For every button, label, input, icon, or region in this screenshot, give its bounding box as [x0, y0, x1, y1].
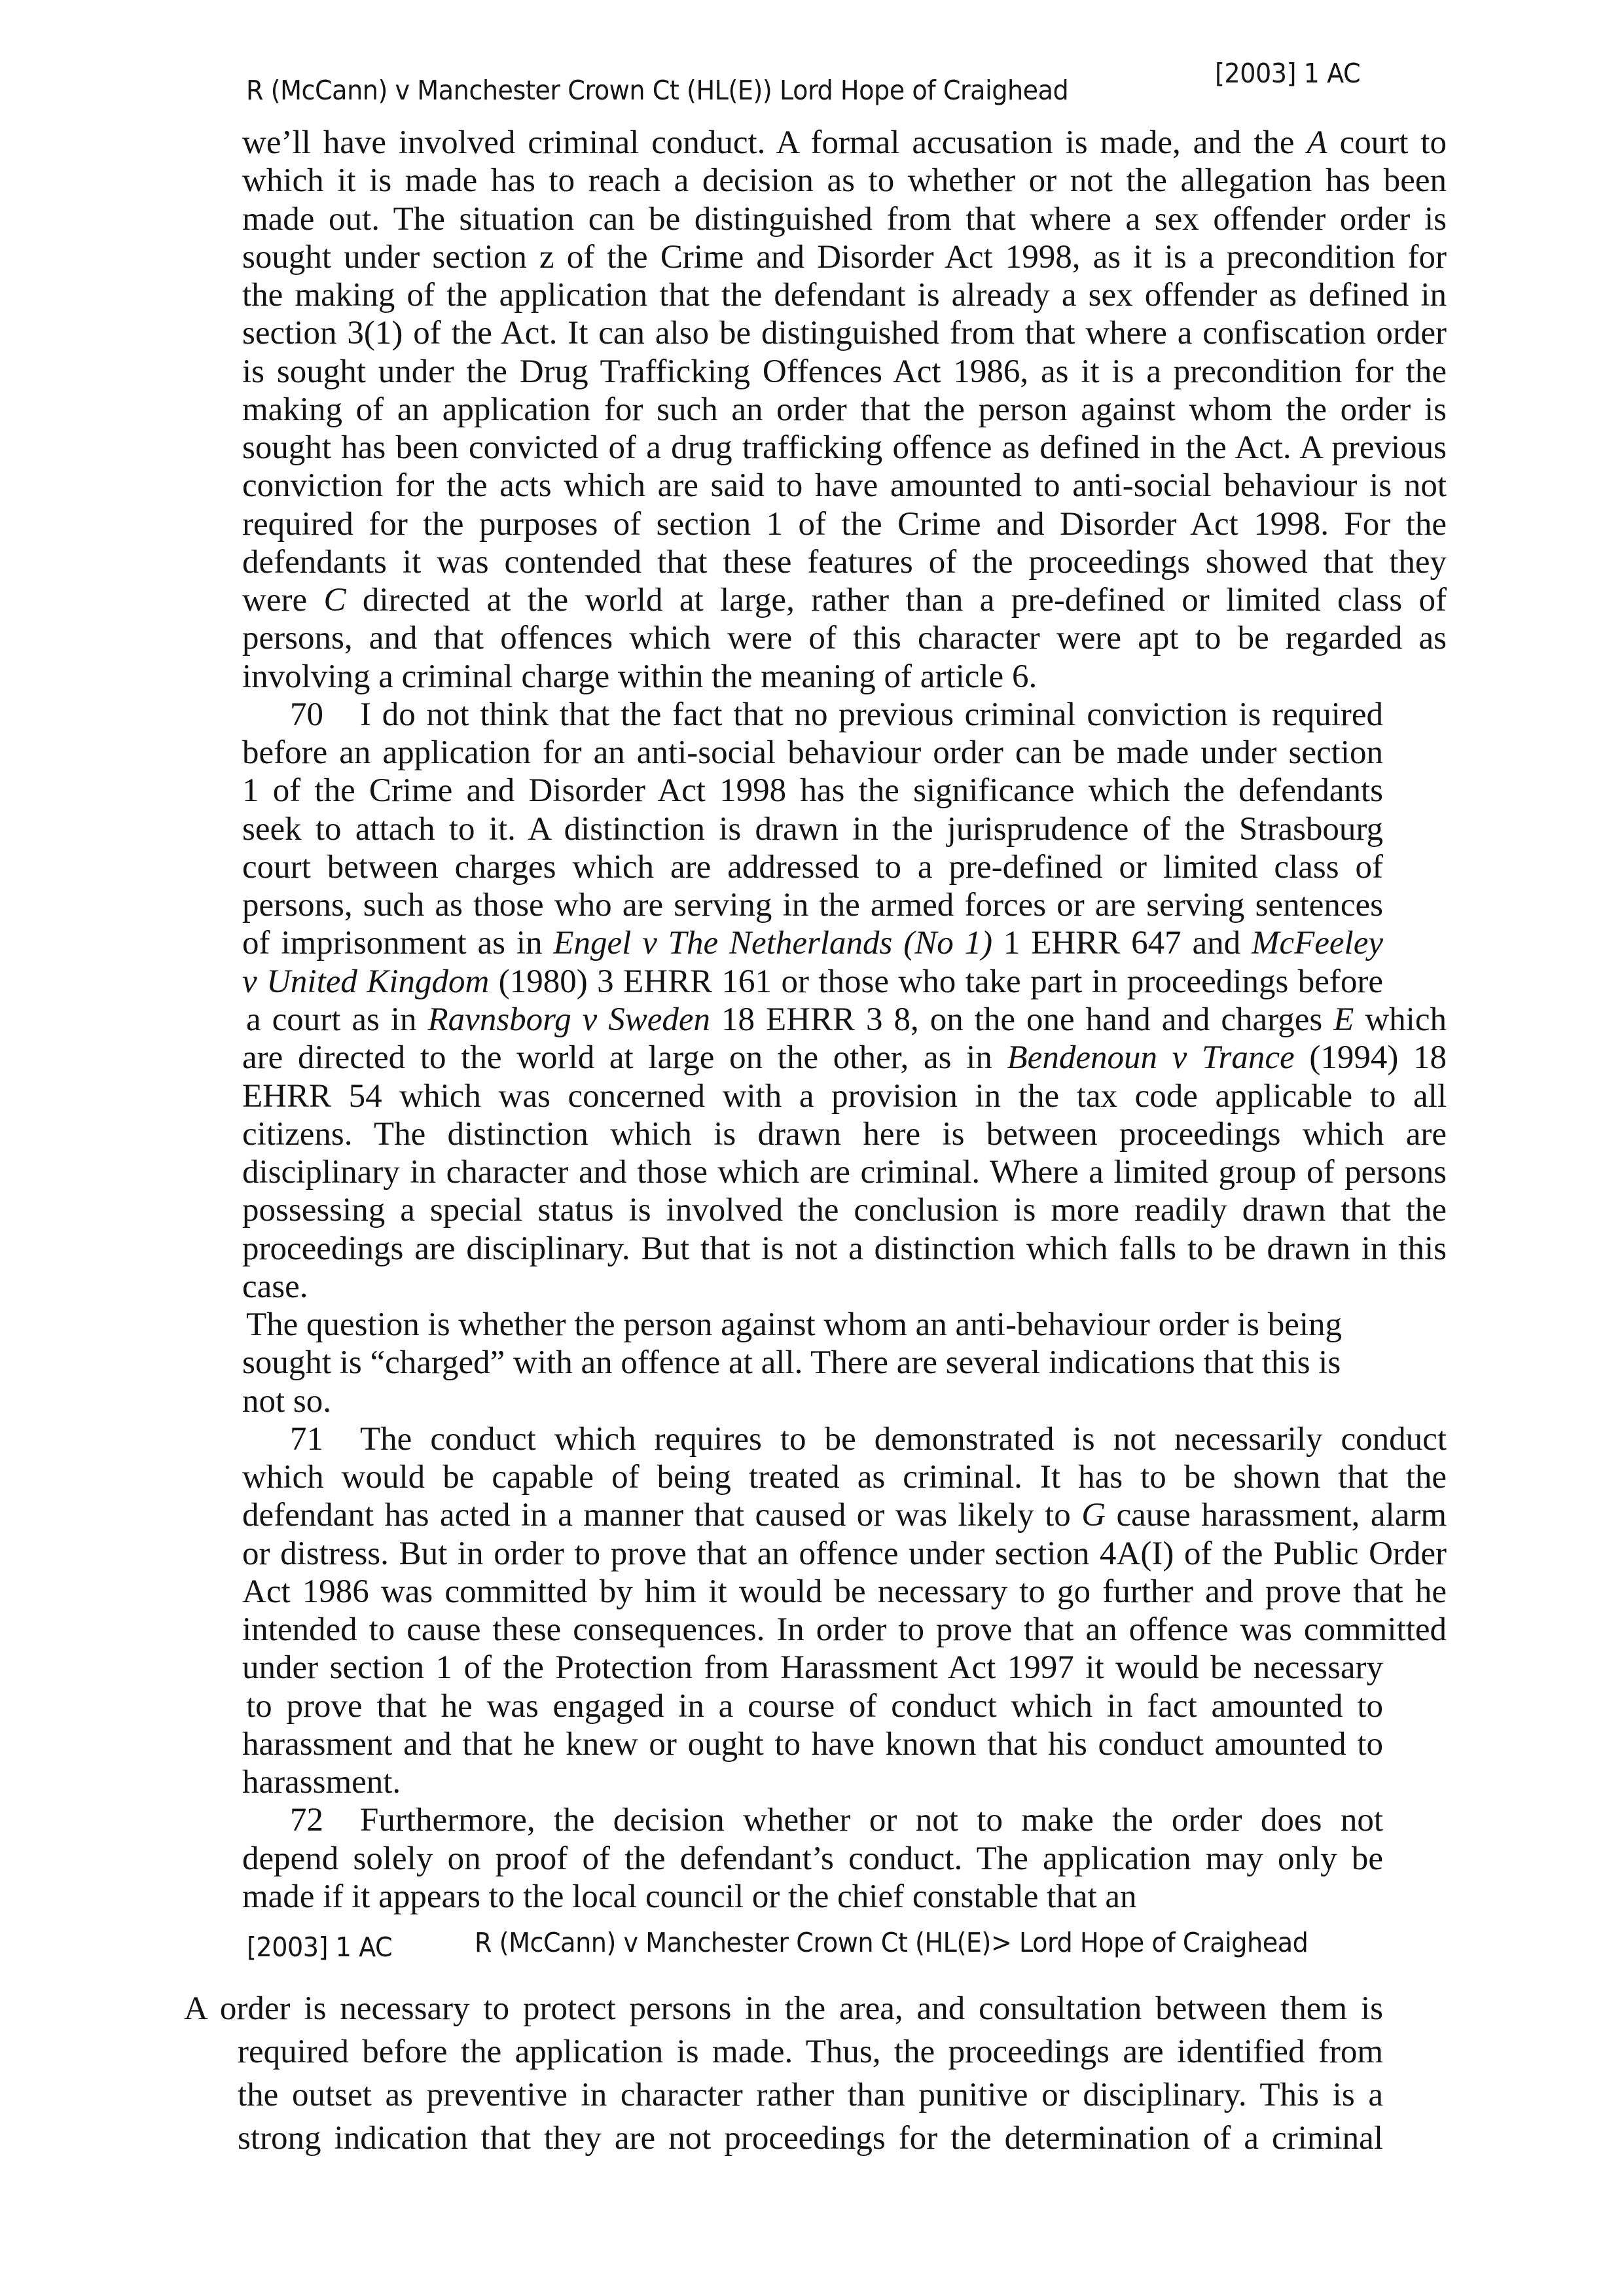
text-line: [242, 1191, 1447, 1229]
text-line: [242, 1458, 1447, 1496]
text-line: [242, 1649, 1383, 1687]
line-text: are directed to the world at large on the other, as in: [242, 1039, 1007, 1077]
text-line: [290, 1801, 1383, 1839]
line-text: 1 of the Crime and Disorder Act 1998 has the significance which the defendants: [242, 772, 1383, 810]
paragraph-number: 71: [290, 1420, 323, 1458]
line-text: The conduct which requires to be demonstrated is not necessarily conduct: [360, 1420, 1447, 1458]
line-text: Act 1986 was committed by him it would be necessary to go further and prove that he: [242, 1573, 1447, 1610]
line-text: conviction for the acts which are said to have amounted to anti-social behaviour is not: [242, 467, 1447, 505]
paragraph-number: 72: [290, 1802, 323, 1839]
text-line: [242, 1382, 1447, 1420]
line-text: made if it appears to the local council or the chief constable that an: [242, 1878, 1137, 1915]
italic-text: G: [1081, 1497, 1106, 1534]
text-line: [242, 848, 1383, 886]
line-text: making of an application for such an order that the person against whom the order is: [242, 391, 1447, 428]
italic-text: Bendenoun v Trance: [1007, 1039, 1295, 1077]
running-header-case-title: R (McCann) v Manchester Crown Ct (HL(E)) Lord Hope of Craighead: [246, 75, 1069, 106]
line-text: sought is “charged” with an offence at all. There are several indications that this is: [242, 1344, 1341, 1382]
text-line: [242, 1344, 1383, 1382]
italic-text: C: [323, 582, 346, 619]
text-line: [242, 1763, 1447, 1801]
running-header-case-title-lower: R (McCann) v Manchester Crown Ct (HL(E)> Lord Hope of Craighead: [475, 1927, 1308, 1958]
italic-text: E: [1333, 1001, 1354, 1038]
line-text: directed at the world at large, rather than a pre-defined or limited class of: [346, 582, 1447, 619]
line-text: The question is whether the person against whom an anti-behaviour order is being: [246, 1306, 1343, 1344]
text-line: [246, 1001, 1447, 1039]
text-line: [242, 1039, 1447, 1077]
line-text: sought under section z of the Crime and Disorder Act 1998, as it is a precondition for: [242, 238, 1447, 276]
line-text: depend solely on proof of the defendant’s conduct. The application may only be: [242, 1840, 1383, 1877]
line-text: persons, and that offences which were of this character were apt to be regarded as: [242, 620, 1447, 657]
paragraph-number: 70: [290, 696, 323, 733]
line-text: strong indication that they are not proceedings for the determination of a criminal: [238, 2120, 1383, 2157]
line-text: (1980) 3 EHRR 161 or those who take part in proceedings before: [489, 963, 1383, 1000]
line-text: required for the purposes of section 1 of the Crime and Disorder Act 1998. For the: [242, 505, 1447, 543]
text-line: [242, 772, 1383, 810]
line-text: EHRR 54 which was concerned with a provision in the tax code applicable to all: [242, 1077, 1447, 1115]
text-line: [242, 658, 1447, 696]
text-line: [242, 1077, 1447, 1115]
text-line: [242, 1268, 1447, 1306]
line-text: proceedings are disciplinary. But that is not a distinction which falls to be drawn in this: [242, 1230, 1447, 1267]
line-text: not so.: [242, 1382, 332, 1420]
line-text: defendants it was contended that these features of the proceedings showed that they: [242, 543, 1447, 581]
text-line: [238, 2076, 1383, 2114]
text-line: [238, 2119, 1383, 2157]
line-text: court between charges which are addressed to a pre-defined or limited class of: [242, 848, 1383, 886]
italic-text: Engel v The Netherlands (No 1): [553, 925, 993, 962]
running-header-citation-lower: [2003] 1 AC: [247, 1931, 393, 1963]
line-text: 1 EHRR 647 and: [992, 925, 1252, 962]
text-line: [242, 314, 1447, 352]
text-line: [242, 238, 1447, 276]
line-text: case.: [242, 1268, 308, 1305]
text-line: [290, 1420, 1447, 1458]
text-line: [242, 734, 1383, 772]
line-text: I do not think that the fact that no previous criminal conviction is required: [360, 696, 1383, 733]
line-text: before an application for an anti-social behaviour order can be made under section: [242, 734, 1383, 772]
text-line: [242, 581, 1447, 619]
text-line: [242, 1535, 1447, 1573]
text-line: [184, 1990, 1383, 2028]
running-header-citation: [2003] 1 AC: [1215, 58, 1361, 89]
text-line: [242, 1611, 1447, 1649]
text-line: [242, 505, 1447, 543]
line-text: which it is made has to reach a decision as to whether or not the allegation has been: [242, 162, 1447, 200]
text-line: [242, 963, 1383, 1001]
text-line: [242, 429, 1447, 467]
text-line: [242, 1496, 1447, 1534]
line-text: the making of the application that the defendant is already a sex offender as defined in: [242, 277, 1447, 314]
line-text: A order is necessary to protect persons in the area, and consultation between them is: [184, 1990, 1383, 2027]
text-line: [242, 1725, 1383, 1763]
text-line: [242, 924, 1383, 962]
line-text: were: [242, 582, 324, 619]
line-text: sought has been convicted of a drug trafficking offence as defined in the Act. A previous: [242, 429, 1447, 467]
text-line: [242, 162, 1447, 200]
line-text: cause harassment, alarm: [1106, 1497, 1447, 1534]
line-text: possessing a special status is involved the conclusion is more readily drawn that the: [242, 1192, 1447, 1229]
text-line: [242, 1115, 1447, 1153]
line-text: citizens. The distinction which is drawn here is between proceedings which are: [242, 1115, 1447, 1153]
line-text: involving a criminal charge within the meaning of article 6.: [242, 658, 1038, 695]
line-text: is sought under the Drug Trafficking Offences Act 1986, as it is a precondition for the: [242, 353, 1447, 390]
line-text: under section 1 of the Protection from Harassment Act 1997 it would be necessary: [242, 1649, 1383, 1687]
line-text: the outset as preventive in character rather than punitive or disciplinary. This is a: [238, 2077, 1383, 2113]
text-line: [242, 810, 1383, 848]
line-text: persons, such as those who are serving in the armed forces or are serving sentences: [242, 887, 1383, 924]
text-line: [242, 467, 1447, 505]
text-line: [246, 1687, 1383, 1725]
line-text: which would be capable of being treated as criminal. It has to be shown that the: [242, 1459, 1447, 1496]
line-text: harassment.: [242, 1764, 401, 1801]
text-line: [242, 276, 1447, 314]
line-text: of imprisonment as in: [242, 925, 554, 962]
text-line: [242, 200, 1447, 238]
text-line: [238, 2033, 1383, 2071]
line-text: required before the application is made. Thus, the proceedings are identified from: [238, 2034, 1383, 2070]
line-text: intended to cause these consequences. In order to prove that an offence was committed: [242, 1611, 1447, 1649]
italic-text: A: [1307, 124, 1327, 161]
italic-text: McFeeley: [1252, 925, 1383, 962]
text-line: [242, 1230, 1447, 1268]
line-text: seek to attach to it. A distinction is drawn in the jurisprudence of the Strasbourg: [242, 810, 1383, 848]
line-text: 18 EHRR 3 8, on the one hand and charges: [710, 1001, 1334, 1038]
line-text: defendant has acted in a manner that caused or was likely to: [242, 1497, 1082, 1534]
text-line: [290, 696, 1383, 734]
line-text: section 3(1) of the Act. It can also be distinguished from that where a confiscation order: [242, 315, 1447, 352]
line-text: court to: [1327, 124, 1447, 161]
text-line: [242, 886, 1383, 924]
italic-text: Ravnsborg v Sweden: [427, 1001, 711, 1038]
text-line: [242, 1573, 1447, 1611]
text-line: [242, 124, 1447, 162]
text-line: [242, 1878, 1447, 1916]
text-line: [242, 1840, 1383, 1878]
line-text: which: [1354, 1001, 1447, 1038]
line-text: Furthermore, the decision whether or not to make the order does not: [360, 1802, 1383, 1839]
italic-text: v United Kingdom: [242, 963, 490, 1000]
text-line: [242, 353, 1447, 391]
line-text: made out. The situation can be distinguished from that where a sex offender order is: [242, 200, 1447, 238]
line-text: harassment and that he knew or ought to have known that his conduct amounted to: [242, 1725, 1383, 1763]
line-text: (1994) 18: [1294, 1039, 1447, 1077]
text-line: [242, 391, 1447, 429]
text-line: [242, 543, 1447, 581]
line-text: or distress. But in order to prove that an offence under section 4A(I) of the Public Order: [242, 1535, 1447, 1572]
line-text: disciplinary in character and those which are criminal. Where a limited group of persons: [242, 1154, 1447, 1191]
line-text: to prove that he was engaged in a course of conduct which in fact amounted to: [246, 1687, 1383, 1725]
text-line: [246, 1306, 1383, 1344]
text-line: [242, 1153, 1447, 1191]
line-text: a court as in: [246, 1001, 428, 1038]
line-text: we’ll have involved criminal conduct. A formal accusation is made, and the: [242, 124, 1307, 161]
text-line: [242, 619, 1447, 657]
